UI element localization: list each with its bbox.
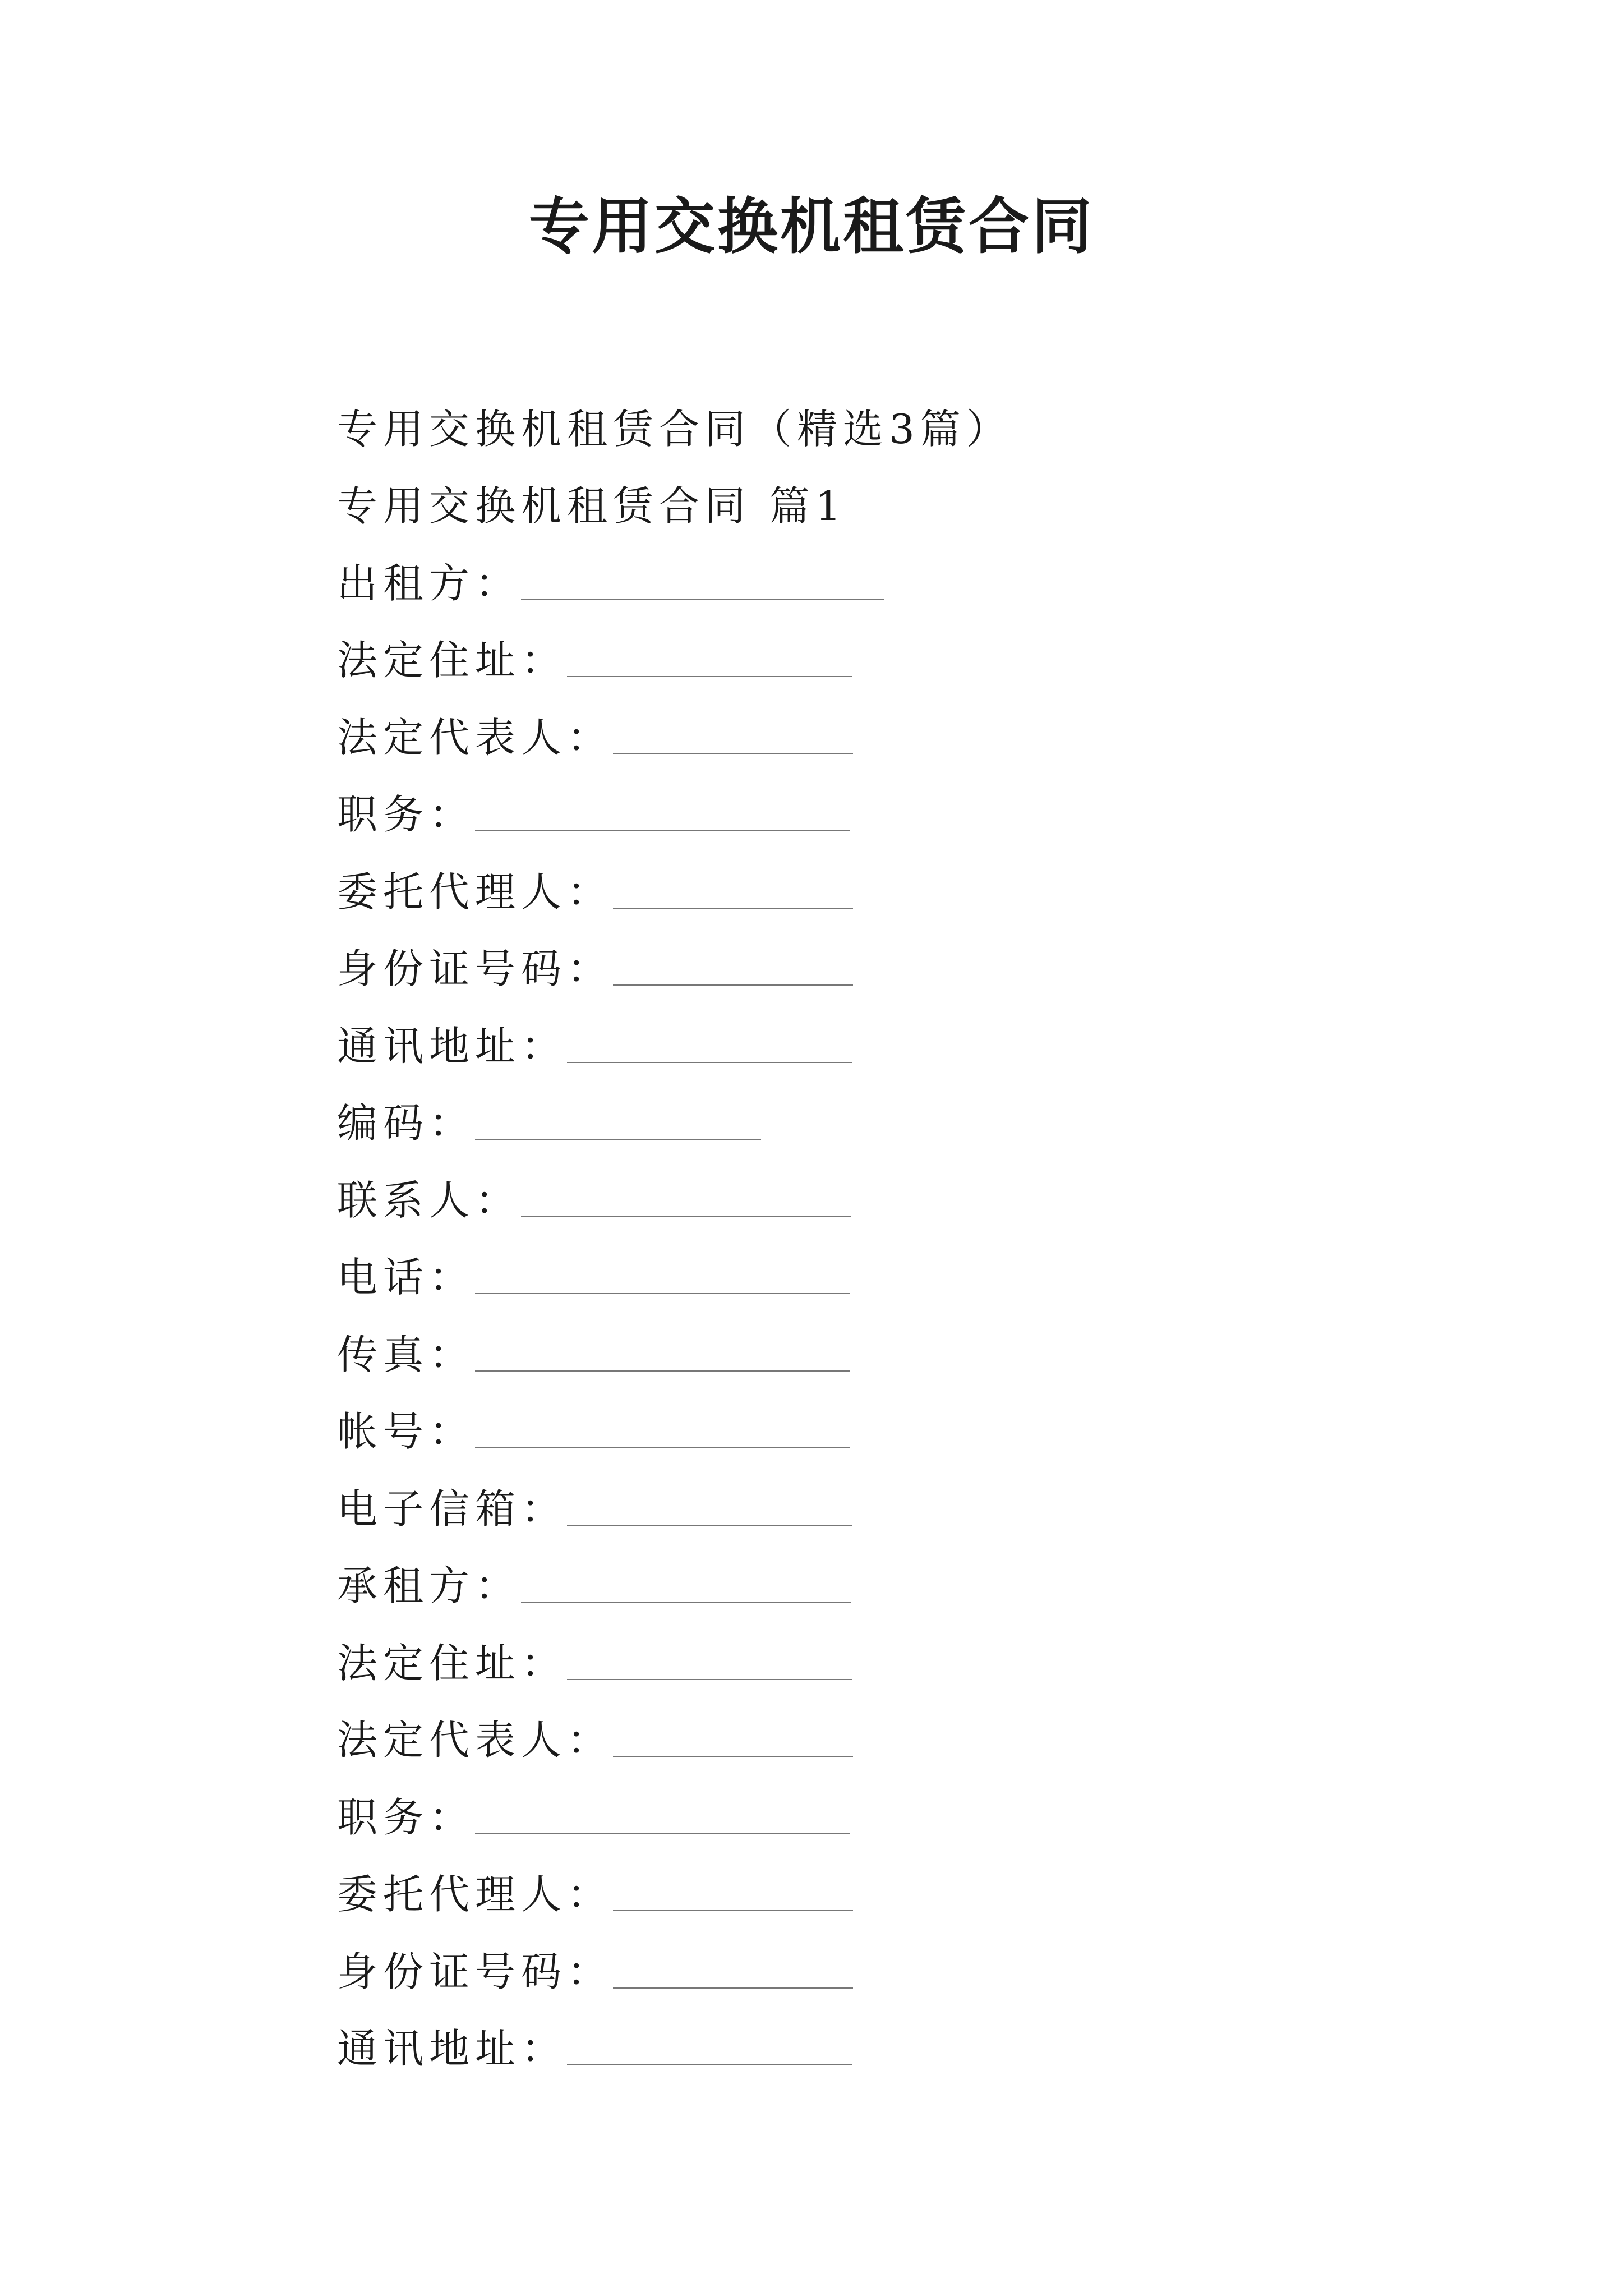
field-label: 电话： (337, 1254, 476, 1301)
field-label: 承租方： (337, 1562, 522, 1610)
field-label: 职务： (337, 1793, 476, 1841)
field-blank[interactable] (475, 1800, 850, 1834)
field-blank[interactable] (475, 1337, 850, 1372)
field-blank[interactable] (613, 1876, 853, 1911)
field-blank[interactable] (567, 1028, 852, 1063)
field-row (337, 1236, 1459, 1313)
field-label: 法定代表人： (337, 1717, 614, 1764)
section-heading: 专用交换机租赁合同 篇1 (337, 482, 847, 530)
field-label: 身份证号码： (337, 945, 614, 993)
field-row (337, 1004, 1459, 1082)
field-blank[interactable] (613, 1954, 853, 1989)
field-blank[interactable] (475, 797, 850, 831)
field-row (337, 2007, 1459, 2085)
field-label: 职务： (337, 791, 476, 839)
intro-text: 专用交换机租赁合同（精选3篇） (337, 405, 1012, 453)
field-row (337, 1158, 1459, 1236)
field-blank[interactable] (613, 720, 853, 754)
field-label: 联系人： (337, 1176, 522, 1224)
field-row (337, 619, 1459, 696)
field-row (337, 1853, 1459, 1930)
field-row (337, 1313, 1459, 1390)
field-label: 法定住址： (337, 1639, 568, 1687)
field-row (337, 696, 1459, 773)
field-row (337, 1467, 1459, 1544)
field-row (337, 1390, 1459, 1467)
field-row (337, 1544, 1459, 1622)
field-row (337, 541, 1459, 619)
field-label: 通讯地址： (337, 1022, 568, 1070)
field-blank[interactable] (567, 1491, 852, 1526)
field-blank[interactable] (521, 1568, 851, 1603)
field-row (337, 1082, 1459, 1159)
field-row (337, 1775, 1459, 1853)
section-heading-line (337, 464, 1459, 542)
field-blank[interactable] (475, 1259, 850, 1294)
document-title: 专用交换机租赁合同 (528, 191, 1094, 262)
field-row (337, 927, 1459, 1005)
field-row (337, 1930, 1459, 2007)
field-blank[interactable] (475, 1105, 761, 1140)
field-blank[interactable] (567, 642, 852, 677)
field-label: 身份证号码： (337, 1948, 614, 1995)
field-label: 法定住址： (337, 637, 568, 684)
intro-line (337, 387, 1459, 464)
field-row (337, 1699, 1459, 1776)
field-label: 出租方： (337, 559, 522, 607)
document-body (337, 387, 1459, 2084)
field-blank[interactable] (475, 1414, 850, 1448)
field-row (337, 1621, 1459, 1699)
field-label: 帐号： (337, 1408, 476, 1456)
field-label: 电子信箱： (337, 1485, 568, 1533)
field-blank[interactable] (613, 951, 853, 986)
field-label: 委托代理人： (337, 868, 614, 915)
field-row (337, 850, 1459, 927)
field-row (337, 773, 1459, 850)
field-label: 传真： (337, 1331, 476, 1378)
field-blank[interactable] (567, 2031, 852, 2065)
field-label: 编码： (337, 1099, 476, 1147)
field-blank[interactable] (521, 1182, 851, 1217)
field-label: 委托代理人： (337, 1871, 614, 1918)
field-blank[interactable] (613, 874, 853, 909)
field-blank[interactable] (521, 565, 884, 600)
field-blank[interactable] (567, 1645, 852, 1680)
field-label: 法定代表人： (337, 714, 614, 761)
field-label: 通讯地址： (337, 2025, 568, 2073)
field-blank[interactable] (613, 1722, 853, 1757)
